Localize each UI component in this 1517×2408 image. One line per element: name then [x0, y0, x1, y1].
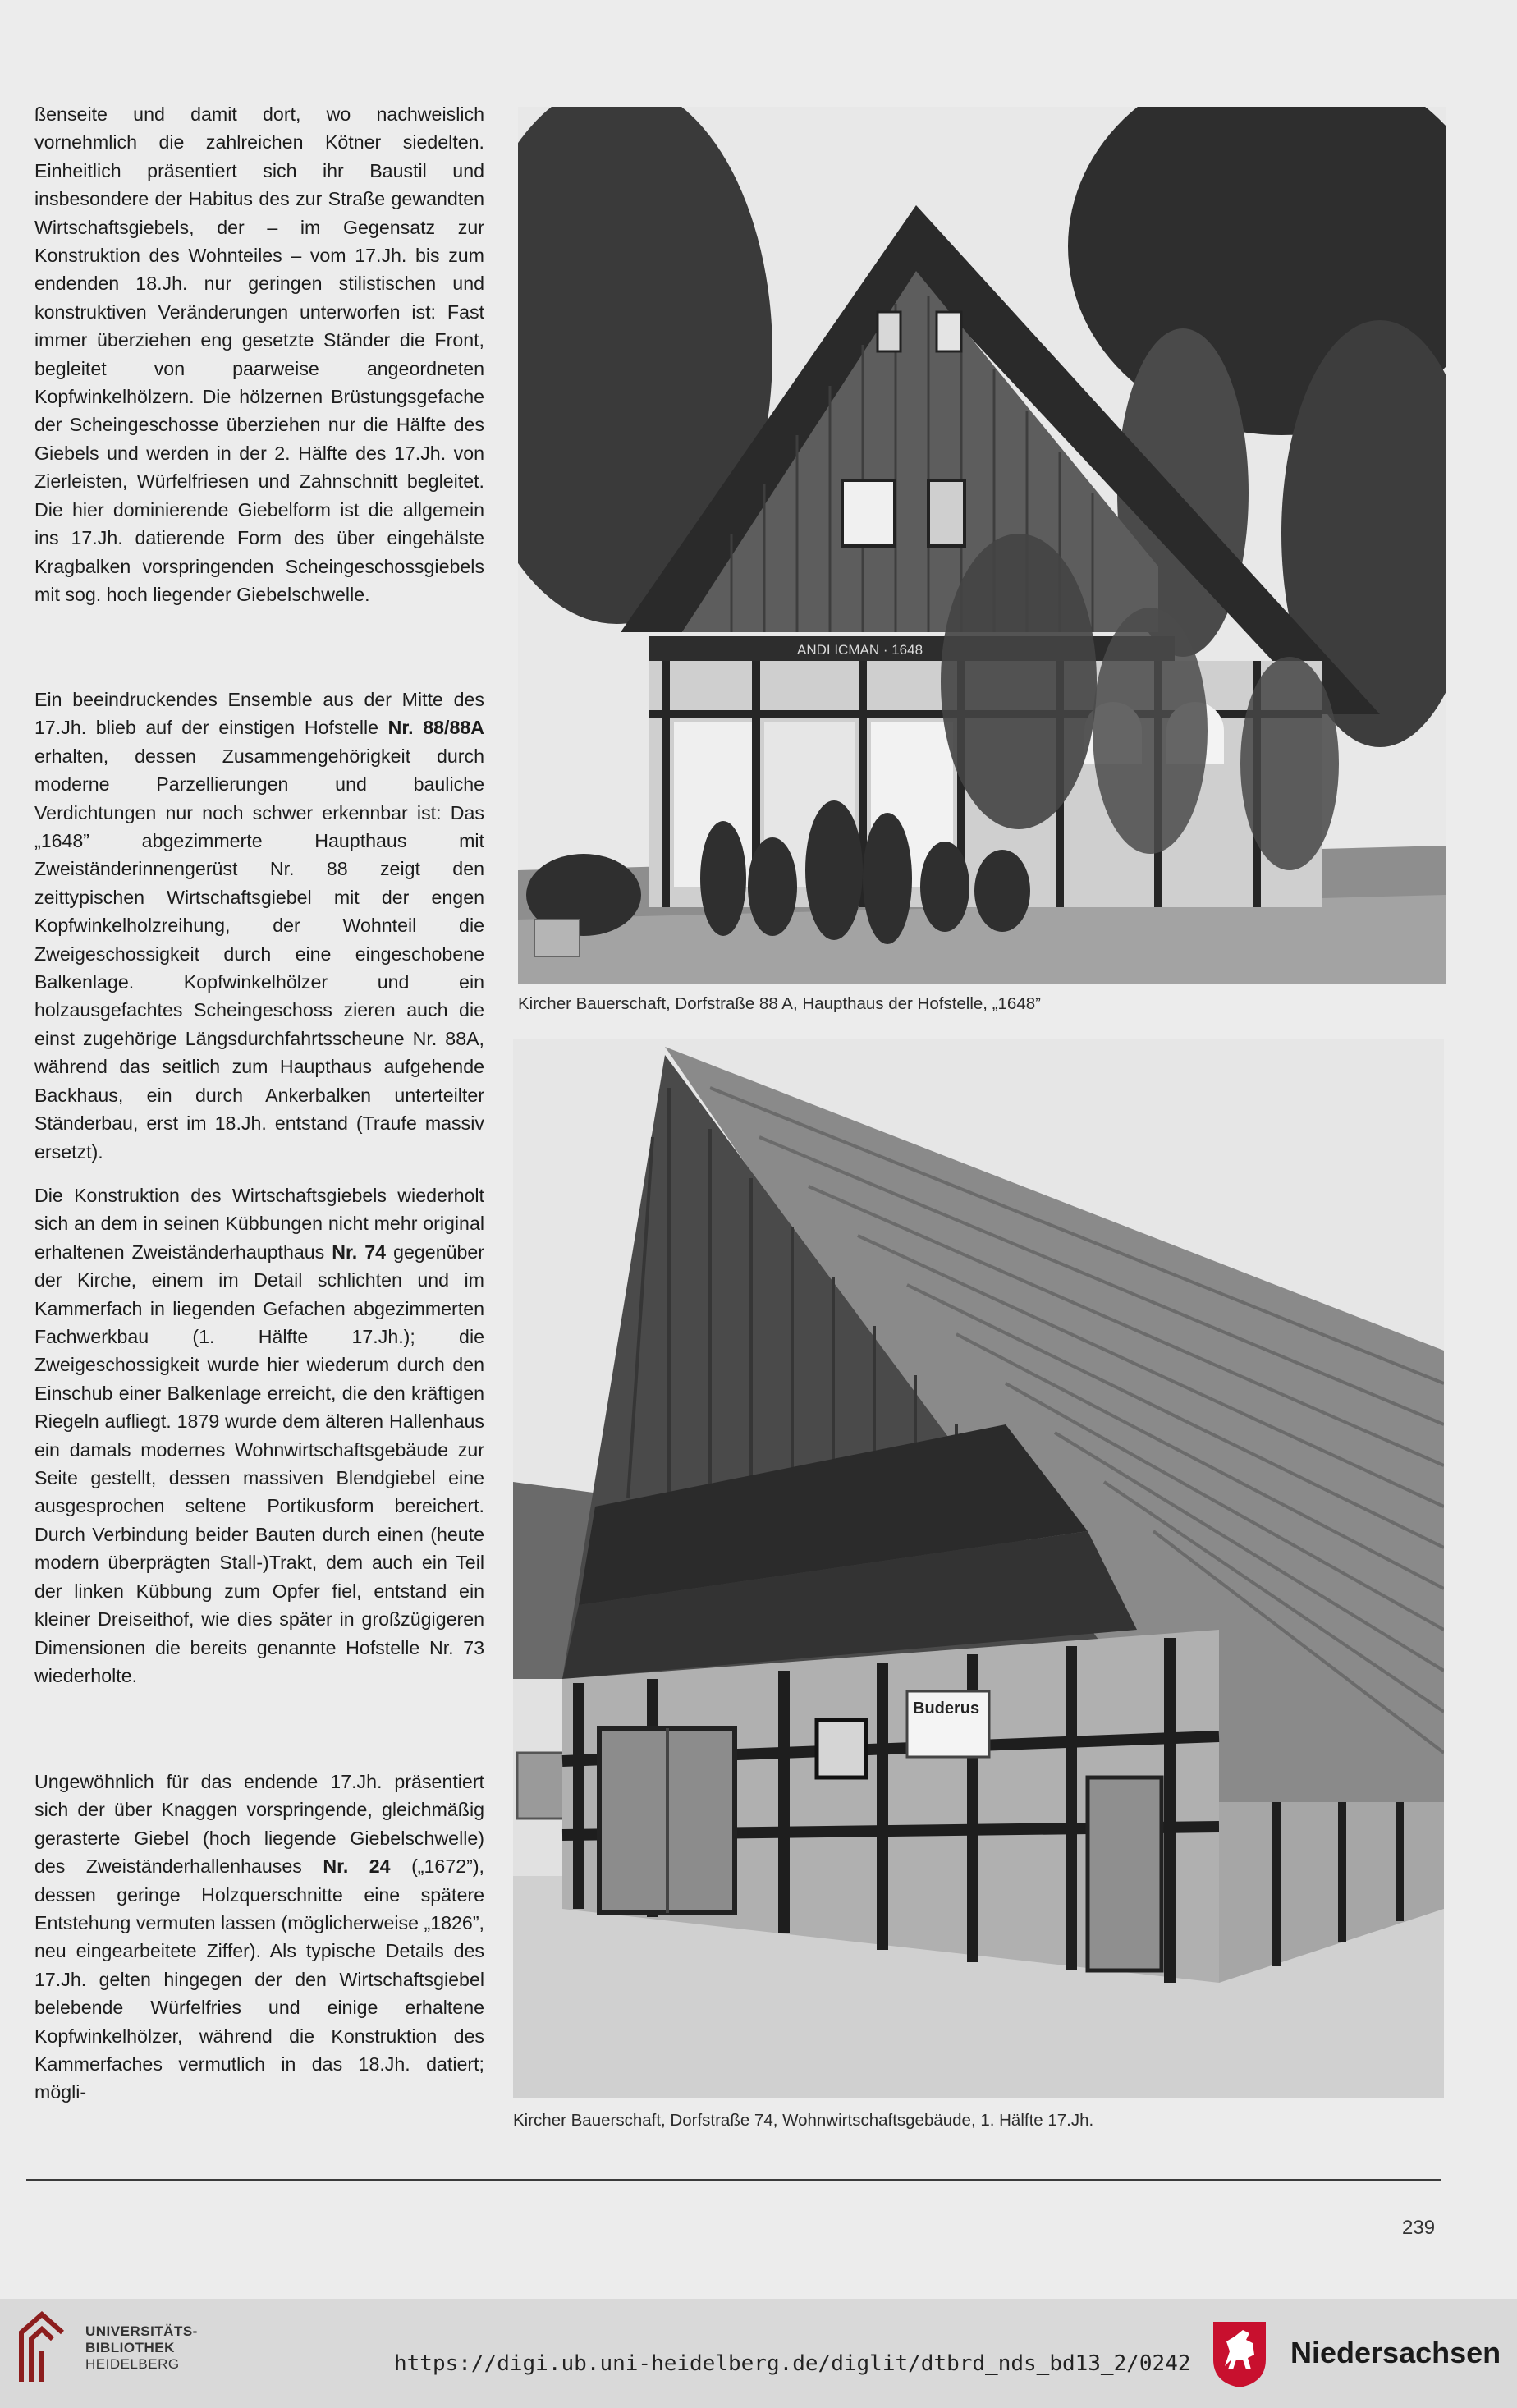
body-paragraph-1: [34, 100, 484, 608]
paragraph-text: Die Konstruktion des Wirtschaftsgiebels wiederholt sich an dem in seinen Kübbungen nicht mehr original erhaltenen Zweiständerhaupthaus: [34, 1185, 484, 1263]
library-line-2: BIBLIOTHEK: [85, 2340, 175, 2355]
library-line-3: HEIDELBERG: [85, 2356, 180, 2372]
paragraph-text: Ein beeindruckendes Ensemble aus der Mitte des 17.Jh. blieb auf der einstigen Hofstelle: [34, 689, 484, 739]
body-paragraph-3: [34, 1181, 484, 1690]
beam-inscription: ANDI ICMAN · 1648: [797, 642, 923, 658]
body-paragraph-4: [34, 1768, 484, 2107]
photo-caption-1: Kircher Bauerschaft, Dorfstraße 88 A, Haupthaus der Hofstelle, „1648”: [518, 994, 1041, 1013]
document-url-link[interactable]: https://digi.ub.uni-heidelberg.de/diglit/dtbrd_nds_bd13_2/0242: [394, 2351, 1191, 2376]
sign-text: Buderus: [913, 1699, 980, 1718]
house-number: Nr. 24: [323, 1855, 391, 1878]
library-line-1: UNIVERSITÄTS-: [85, 2323, 198, 2339]
paragraph-text: („1672”), dessen geringe Holzquerschnitte eine spätere Entstehung vermuten lassen (möglicherweise „1826”, neu eingearbeitete Ziffer). Als typische Details des 17.Jh. gelten hingegen der den Wirtschaftsgiebel belebende Würfelfries und einige erhaltene Kopfwinkelhölzer, während die Konstruktion des Kammerfaches vermutlich in das 18.Jh. datiert; mögli-: [34, 1855, 484, 2103]
paragraph-text: Ungewöhnlich für das endende 17.Jh. präsentiert sich der über Knaggen vorspringende, gleichmäßig gerasterte Giebel (hoch liegende Giebelschwelle) des Zweiständerhallenhauses: [34, 1771, 484, 1878]
photo-farmhouse-74: [513, 1039, 1444, 2098]
house-number: Nr. 74: [332, 1241, 387, 1263]
footer-rule: [26, 2179, 1441, 2181]
state-name: Niedersachsen: [1290, 2336, 1501, 2369]
paragraph-text: ßenseite und damit dort, wo nachweislich vornehmlich die zahlreichen Kötner siedelten. Einheitlich präsentiert sich ihr Baustil und insbesondere der Habitus des zur Straße gewandten Wirtschaftsgiebels, der – im Gegensatz zur Konstruktion des Wohnteiles – vom 17.Jh. bis zum endenden 18.Jh. nur geringen stilistischen und konstruktiven Veränderungen unterworfen ist: Fast immer überziehen eng gesetzte Ständer die Front, begleitet von paarweise angeordneten Kopfwinkelhölzern. Die hölzernen Brüstungsgefache der Scheingeschosse überziehen nur die Hälfte des Giebels und werden in der 2. Hälfte des 17.Jh. von Zierleisten, Würfelfriesen und Zahnschnitt begleitet. Die hier dominierende Giebelform ist die allgemein ins 17.Jh. datierende Form des über eingehälste Kragbalken vorspringenden Scheingeschossgiebels mit sog. hoch liegender Giebelschwelle.: [34, 103, 484, 605]
lower-saxony-horse-icon: [1210, 2319, 1269, 2389]
photo-farmhouse-88a: [518, 107, 1446, 984]
body-paragraph-2: [34, 686, 484, 1166]
university-library-logo-icon: [13, 2308, 71, 2388]
page-number: 239: [1402, 2217, 1436, 2239]
house-number: Nr. 88/88A: [387, 717, 484, 739]
paragraph-text: gegenüber der Kirche, einem im Detail schlichten und im Kammerfach in liegenden Gefachen abgezimmerten Fachwerkbau (1. Hälfte 17.Jh.); die Zweigeschossigkeit wurde hier wiederum durch den Einschub einer Balkenlage erreicht, die den kräftigen Riegeln aufliegt. 1879 wurde dem älteren Hallenhaus ein damals modernes Wohnwirtschaftsgebäude zur Seite gestellt, dessen massiven Blendgiebel eine ausgesprochen seltene Portikusform bereichert. Durch Verbindung beider Bauten durch einen (heute modern überprägten Stall-)Trakt, dem auch ein Teil der linken Kübbung zum Opfer fiel, entstand ein kleiner Dreiseithof, wie dies später in großzügigeren Dimensionen die bereits genannte Hofstelle Nr. 73 wiederholte.: [34, 1241, 484, 1686]
paragraph-text: erhalten, dessen Zusammengehörigkeit durch moderne Parzellierungen und bauliche Verdichtungen nur noch schwer erkennbar ist: Das „1648” abgezimmerte Haupthaus mit Zweiständerinnengerüst Nr. 88 zeigt den zeittypischen Wirtschaftsgiebel mit der engen Kopfwinkelholzreihung, der Wohnteil die Zweigeschossigkeit durch eine eingeschobene Balkenlage. Kopfwinkelhölzer und ein holzausgefachtes Scheingeschoss zieren auch die einst zugehörige Längsdurchfahrtsscheune Nr. 88A, während das seitlich zum Haupthaus aufgehende Backhaus, ein durch Ankerbalken unterteilter Ständerbau, erst im 18.Jh. entstand (Traufe massiv ersetzt).: [34, 745, 484, 1163]
photo-caption-2: Kircher Bauerschaft, Dorfstraße 74, Wohnwirtschaftsgebäude, 1. Hälfte 17.Jh.: [513, 2111, 1094, 2130]
university-library-name: [85, 2323, 198, 2373]
